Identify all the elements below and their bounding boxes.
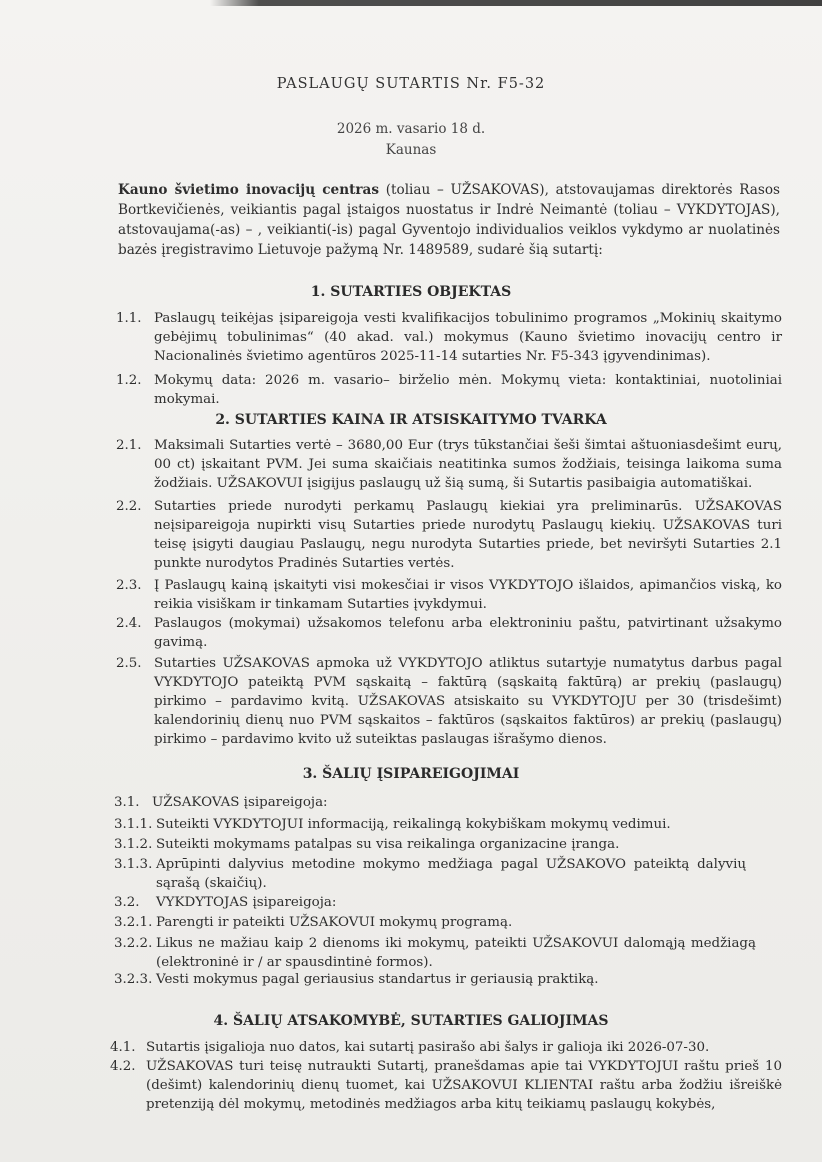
clause-text: Paslaugų teikėjas įsipareigoja vesti kvalifikacijos tobulinimo programos „Mokinių skaitymo gebėjimų tobulinimas“ (40 akad. val.) mokymus (Kauno švietimo inovacijų centro ir Nacionalinės švietimo agentūros 2025-11-14 sutarties Nr. F5-343 įgyvendinimas). bbox=[154, 311, 782, 364]
clause-number: 3.1.2. bbox=[114, 837, 153, 852]
intro-paragraph bbox=[118, 180, 780, 260]
clause-number: 1.2. bbox=[116, 373, 142, 388]
clause-text: Į Paslaugų kainą įskaityti visi mokesčiai ir visos VYKDYTOJO išlaidos, apimančios viską, ko reikia visiškam ir tinkamam Sutarties įvykdymui. bbox=[154, 578, 782, 612]
clause-number: 3.2.1. bbox=[114, 915, 153, 930]
clause-number: 3.2.2. bbox=[114, 936, 153, 951]
section-heading: 1. SUTARTIES OBJEKTAS bbox=[310, 284, 512, 300]
clause-number: 2.3. bbox=[116, 578, 142, 593]
document-title: PASLAUGŲ SUTARTIS Nr. F5-32 bbox=[276, 76, 546, 92]
section-heading: 3. ŠALIŲ ĮSIPAREIGOJIMAI bbox=[302, 766, 520, 782]
scan-edge-shadow bbox=[210, 0, 822, 6]
clause-text: UŽSAKOVAS įsipareigoja: bbox=[152, 795, 328, 810]
clause-number: 3.2. bbox=[114, 895, 140, 910]
clause-number: 4.2. bbox=[110, 1059, 136, 1074]
document-date: 2026 m. vasario 18 d. bbox=[336, 121, 486, 137]
clause-number: 2.1. bbox=[116, 438, 142, 453]
clause-number: 4.1. bbox=[110, 1040, 136, 1055]
clause-text: Maksimali Sutarties vertė – 3680,00 Eur (trys tūkstančiai šeši šimtai aštuoniasdešimt eurų, 00 ct) įskaitant PVM. Jei suma skaičiais neatitinka sumos žodžiais, teisinga laikoma suma žodžiais. UŽSAKOVUI įsigijus paslaugų už šią sumą, ši Sutartis pasibaigia automatiškai. bbox=[154, 438, 782, 491]
document-city: Kaunas bbox=[385, 142, 437, 158]
clause-number: 3.1.1. bbox=[114, 817, 153, 832]
section-heading: 2. SUTARTIES KAINA IR ATSISKAITYMO TVARKA bbox=[215, 412, 607, 428]
clause-text: UŽSAKOVAS turi teisę nutraukti Sutartį, pranešdamas apie tai VYKDYTOJUI raštu prieš 10 (dešimt) kalendorinių dienų tuomet, kai UŽSAKOVUI KLIENTAI raštu arba žodžiu išreiškė pretenziją dėl mokymų, metodinės medžiagos arba kitų teikiamų paslaugų kokybės, bbox=[146, 1059, 782, 1112]
clause-text: Sutartis įsigalioja nuo datos, kai sutartį pasirašo abi šalys ir galioja iki 2026-07-30. bbox=[146, 1040, 710, 1055]
clause-text: Mokymų data: 2026 m. vasario– birželio mėn. Mokymų vieta: kontaktiniai, nuotoliniai mokymai. bbox=[154, 373, 782, 407]
clause-number: 2.2. bbox=[116, 499, 142, 514]
clause-text: Sutarties priede nurodyti perkamų Paslaugų kiekiai yra preliminarūs. UŽSAKOVAS neįsipareigoja nupirkti visų Sutarties priede nurodytų Paslaugų kiekių. UŽSAKOVAS turi teisę įsigyti daugiau Paslaugų, negu nurodyta Sutarties priede, bet neviršyti Sutarties 2.1 punkte nurodytos Pradinės Sutarties vertės. bbox=[154, 499, 782, 571]
clause-text: Suteikti mokymams patalpas su visa reikalinga organizacine įranga. bbox=[156, 837, 620, 852]
clause-text: Suteikti VYKDYTOJUI informaciją, reikalingą kokybiškam mokymų vedimui. bbox=[156, 817, 671, 832]
clause-number: 3.2.3. bbox=[114, 972, 153, 987]
clause-text: Likus ne mažiau kaip 2 dienoms iki mokymų, pateikti UŽSAKOVUI dalomąją medžiagą (elektroninė ir / ar spausdintinė formos). bbox=[156, 936, 756, 970]
clause-number: 3.1. bbox=[114, 795, 140, 810]
intro-text: (toliau – UŽSAKOVAS), atstovaujamas direktorės Rasos Bortkevičienės, veikiantis pagal įstaigos nuostatus ir Indrė Neimantė (toliau – VYKDYTOJAS), atstovaujama(-as) – , veikianti(-is) pagal Gyventojo individualios veiklos vykdymo ar nuolatinės bazės įregistravimo Lietuvoje pažymą Nr. 1489589, sudarė šią sutartį: bbox=[118, 182, 780, 258]
clause-text: Vesti mokymus pagal geriausius standartus ir geriausią praktiką. bbox=[156, 972, 599, 987]
clause-text: VYKDYTOJAS įsipareigoja: bbox=[156, 895, 337, 910]
clause-text: Sutarties UŽSAKOVAS apmoka už VYKDYTOJO atliktus sutartyje numatytus darbus pagal VYKDYTOJO pateiktą PVM sąskaitą – faktūrą (sąskaitą faktūrą) ar prekių (paslaugų) pirkimo – pardavimo kvitą. UŽSAKOVAS atsiskaito su VYKDYTOJU per 30 (trisdešimt) kalendorinių dienų nuo PVM sąskaitos – faktūros (sąskaitos faktūros) ar prekių (paslaugų) pirkimo – pardavimo kvito už suteiktas paslaugas išrašymo dienos. bbox=[154, 656, 782, 747]
clause-number: 1.1. bbox=[116, 311, 142, 326]
clause-number: 2.4. bbox=[116, 616, 142, 631]
clause-text: Parengti ir pateikti UŽSAKOVUI mokymų programą. bbox=[156, 915, 513, 930]
clause-number: 3.1.3. bbox=[114, 857, 153, 872]
clause-text: Paslaugos (mokymai) užsakomos telefonu arba elektroniniu paštu, patvirtinant užsakymo gavimą. bbox=[154, 616, 782, 650]
section-heading: 4. ŠALIŲ ATSAKOMYBĖ, SUTARTIES GALIOJIMAS bbox=[213, 1013, 609, 1029]
party-name: Kauno švietimo inovacijų centras bbox=[118, 182, 379, 198]
clause-number: 2.5. bbox=[116, 656, 142, 671]
clause-text: Aprūpinti dalyvius metodine mokymo medžiaga pagal UŽSAKOVO pateiktą dalyvių sąrašą (skaičių). bbox=[156, 857, 746, 891]
